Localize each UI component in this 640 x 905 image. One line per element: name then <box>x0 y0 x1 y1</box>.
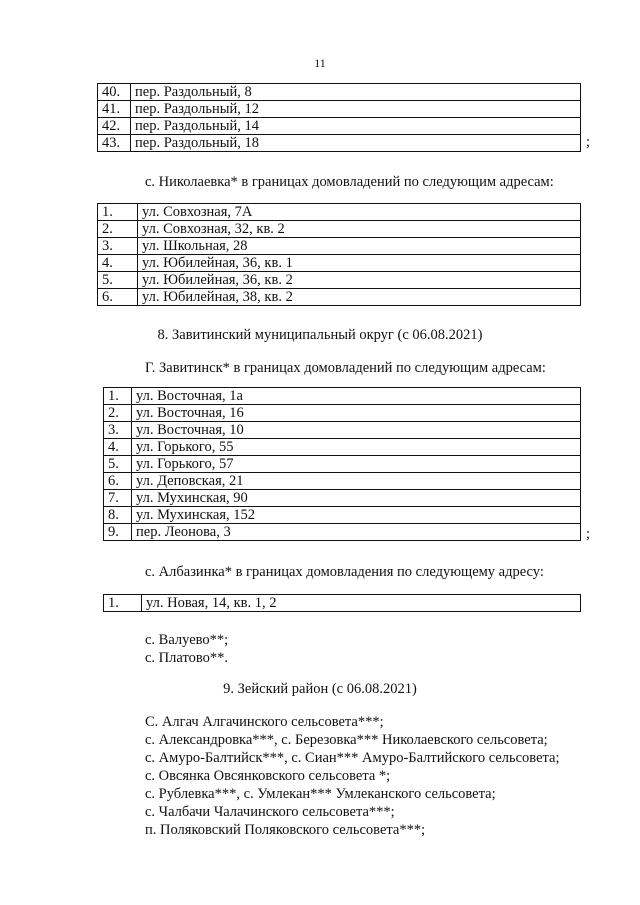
table-row <box>98 84 581 101</box>
row-address: пер. Раздольный, 12 <box>131 101 581 118</box>
row-number: 3. <box>98 238 138 255</box>
row-address: ул. Мухинская, 90 <box>132 490 581 507</box>
table-trailing-semicolon: ; <box>586 526 591 542</box>
row-number: 1. <box>104 388 132 405</box>
table-row <box>98 238 581 255</box>
row-number: 8. <box>104 507 132 524</box>
table-row <box>98 289 581 306</box>
row-number: 43. <box>98 135 131 152</box>
row-number: 2. <box>104 405 132 422</box>
table-row <box>104 507 581 524</box>
table-row <box>104 595 581 612</box>
table-row <box>98 101 581 118</box>
row-address: ул. Новая, 14, кв. 1, 2 <box>142 595 581 612</box>
row-number: 4. <box>104 439 132 456</box>
zeya-line: с. Александровка***, с. Березовка*** Николаевского сельсовета; <box>145 732 548 748</box>
zeya-line: С. Алгач Алгачинского сельсовета***; <box>145 714 384 730</box>
row-number: 40. <box>98 84 131 101</box>
row-address: пер. Раздольный, 14 <box>131 118 581 135</box>
table-row <box>104 524 581 541</box>
row-address: ул. Юбилейная, 36, кв. 1 <box>138 255 581 272</box>
row-number: 41. <box>98 101 131 118</box>
row-number: 7. <box>104 490 132 507</box>
table-row <box>104 388 581 405</box>
row-number: 6. <box>98 289 138 306</box>
row-address: ул. Юбилейная, 36, кв. 2 <box>138 272 581 289</box>
table-row <box>98 255 581 272</box>
zeya-line: с. Чалбачи Чалачинского сельсовета***; <box>145 804 395 820</box>
table-row <box>104 473 581 490</box>
address-table-albazinka <box>103 594 581 612</box>
table-row <box>104 422 581 439</box>
table-row <box>98 118 581 135</box>
row-address: ул. Мухинская, 152 <box>132 507 581 524</box>
row-number: 5. <box>104 456 132 473</box>
table-row <box>98 221 581 238</box>
row-address: ул. Совхозная, 32, кв. 2 <box>138 221 581 238</box>
table-row <box>98 135 581 152</box>
zeya-line: с. Амуро-Балтийск***, с. Сиан*** Амуро-Балтийского сельсовета; <box>145 750 560 766</box>
heading-nikolaevka: с. Николаевка* в границах домовладений по следующим адресам: <box>145 174 554 190</box>
row-address: ул. Юбилейная, 38, кв. 2 <box>138 289 581 306</box>
row-number: 42. <box>98 118 131 135</box>
row-address: пер. Леонова, 3 <box>132 524 581 541</box>
row-address: пер. Раздольный, 18 <box>131 135 581 152</box>
table-row <box>104 439 581 456</box>
section-8-title: 8. Завитинский муниципальный округ (с 06.08.2021) <box>157 327 483 343</box>
row-number: 2. <box>98 221 138 238</box>
row-number: 4. <box>98 255 138 272</box>
table-trailing-semicolon: ; <box>586 134 591 150</box>
row-number: 6. <box>104 473 132 490</box>
zeya-line: с. Рублевка***, с. Умлекан*** Умлеканского сельсовета; <box>145 786 496 802</box>
address-table-nikolaevka <box>97 203 581 306</box>
table-row <box>104 490 581 507</box>
zeya-line: п. Поляковский Поляковского сельсовета***; <box>145 822 426 838</box>
row-address: ул. Школьная, 28 <box>138 238 581 255</box>
row-number: 5. <box>98 272 138 289</box>
heading-zavitinsk: Г. Завитинск* в границах домовладений по следующим адресам: <box>145 360 546 376</box>
table-row <box>104 405 581 422</box>
row-address: ул. Горького, 55 <box>132 439 581 456</box>
village-platovo: с. Платово**. <box>145 650 228 666</box>
address-table-razdolny <box>97 83 581 152</box>
table-row <box>104 456 581 473</box>
row-address: ул. Совхозная, 7А <box>138 204 581 221</box>
heading-albazinka: с. Албазинка* в границах домовладения по следующему адресу: <box>145 564 544 580</box>
village-valuevo: с. Валуево**; <box>145 632 229 648</box>
row-address: пер. Раздольный, 8 <box>131 84 581 101</box>
row-number: 1. <box>98 204 138 221</box>
row-number: 3. <box>104 422 132 439</box>
row-address: ул. Восточная, 16 <box>132 405 581 422</box>
table-row <box>98 272 581 289</box>
row-number: 1. <box>104 595 142 612</box>
row-address: ул. Восточная, 1а <box>132 388 581 405</box>
page-number: 11 <box>314 56 326 70</box>
address-table-zavitinsk <box>103 387 581 541</box>
section-9-title: 9. Зейский район (с 06.08.2021) <box>223 681 417 697</box>
row-number: 9. <box>104 524 132 541</box>
row-address: ул. Восточная, 10 <box>132 422 581 439</box>
row-address: ул. Деповская, 21 <box>132 473 581 490</box>
row-address: ул. Горького, 57 <box>132 456 581 473</box>
table-row <box>98 204 581 221</box>
zeya-line: с. Овсянка Овсянковского сельсовета *; <box>145 768 391 784</box>
